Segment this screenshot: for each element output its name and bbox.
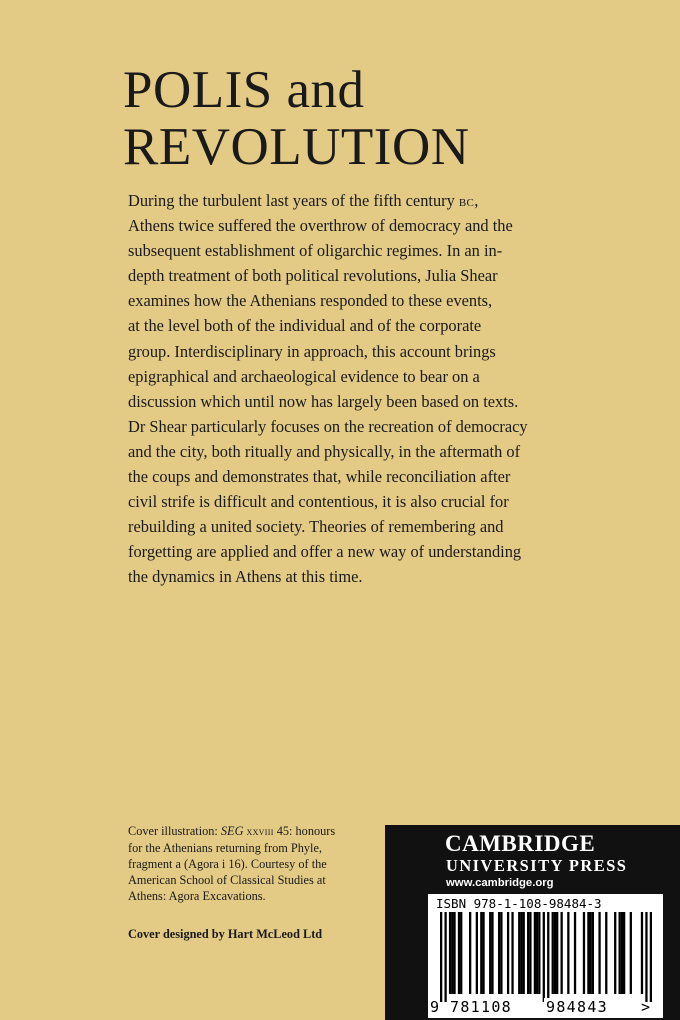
barcode-bar (621, 912, 623, 994)
title-line-1: POLIS and (123, 61, 365, 119)
credit-line: American School of Classical Studies at (128, 872, 326, 887)
barcode-bar (527, 912, 529, 994)
seg-abbreviation: SEG (220, 824, 244, 838)
era-abbreviation: bc (458, 191, 475, 210)
blurb-line: forgetting are applied and offer a new way of understanding (128, 542, 522, 562)
barcode-bar (440, 912, 442, 1002)
credit-line: for the Athenians returning from Phyle, (128, 840, 322, 855)
blurb-line: rebuilding a united society. Theories of remembering and (128, 517, 504, 537)
blurb-line-text: During the turbulent last years of the fifth century (128, 191, 455, 210)
barcode-bar (453, 912, 455, 994)
barcode-bar (500, 912, 502, 994)
barcode-right-group: 984843 (546, 998, 608, 1016)
barcode-bars (440, 912, 652, 1002)
barcode-bar (587, 912, 589, 994)
barcode-bar (583, 912, 585, 994)
barcode-left-group: 781108 (450, 998, 512, 1016)
barcode-bar (536, 912, 538, 994)
barcode-quiet-zone-mark: > (641, 998, 651, 1016)
blurb-line: at the level both of the individual and of the corporate (128, 316, 482, 336)
barcode-bar (520, 912, 522, 994)
publisher-subtitle: UNIVERSITY PRESS (446, 856, 628, 875)
blurb-line: Athens twice suffered the overthrow of democracy and the (128, 216, 513, 236)
barcode-bar (480, 912, 482, 994)
publisher-website: www.cambridge.org (446, 877, 554, 889)
barcode-panel (428, 894, 663, 1018)
barcode-bar (498, 912, 500, 994)
cover-illustration-credit (128, 824, 378, 905)
barcode-bar (554, 912, 556, 994)
barcode-bar (590, 912, 592, 994)
barcode-bar (491, 912, 493, 994)
book-title (123, 62, 643, 176)
blurb-line: depth treatment of both political revolutions, Julia Shear (128, 266, 498, 286)
barcode-bar (547, 912, 549, 1002)
credit-line: fragment a (Agora i 16). Courtesy of the (128, 856, 327, 871)
credit-prefix: Cover illustration: (128, 824, 221, 838)
barcode-bar (529, 912, 531, 994)
barcode-bar (630, 912, 632, 994)
barcode-bar (451, 912, 453, 994)
credit-rest: 45: honours (273, 824, 336, 838)
barcode-bar (507, 912, 509, 994)
barcode-first-digit: 9 (430, 998, 440, 1016)
barcode-bar (552, 912, 554, 994)
blurb-line: discussion which until now has largely been based on texts. (128, 391, 519, 411)
barcode-bar (543, 912, 545, 1002)
seg-volume: xxviii (246, 826, 274, 838)
barcode-bar (567, 912, 569, 994)
blurb-line: and the city, both ritually and physically, in the aftermath of (128, 441, 521, 461)
barcode-bar (482, 912, 484, 994)
blurb-line: group. Interdisciplinary in approach, this account brings (128, 341, 496, 361)
barcode-bar (619, 912, 621, 994)
blurb-line: subsequent establishment of oligarchic regimes. In an in- (128, 241, 503, 261)
barcode-bar (476, 912, 478, 994)
barcode-bar (469, 912, 471, 994)
barcode-graphic (440, 912, 652, 1002)
barcode-bar (534, 912, 536, 994)
barcode-bar (614, 912, 616, 994)
blurb-line: epigraphical and archaeological evidence to bear on a (128, 366, 480, 386)
barcode-bar (598, 912, 600, 994)
barcode-bar (605, 912, 607, 994)
isbn-label: ISBN 978-1-108-98484-3 (436, 896, 602, 911)
barcode-bar (511, 912, 513, 994)
cover-designer-credit: Cover designed by Hart McLeod Ltd (128, 927, 323, 941)
barcode-bar (641, 912, 643, 994)
blurb-line: the coups and demonstrates that, while reconciliation after (128, 467, 511, 487)
barcode-bar (556, 912, 558, 994)
book-description (128, 188, 568, 590)
barcode-bar (518, 912, 520, 994)
barcode-bar (460, 912, 462, 994)
barcode-bar (650, 912, 652, 1002)
barcode-bar (458, 912, 460, 994)
blurb-line: examines how the Athenians responded to these events, (128, 291, 493, 311)
barcode-bar (449, 912, 451, 994)
publisher-name: CAMBRIDGE (445, 831, 596, 856)
barcode-bar (592, 912, 594, 994)
title-line-2: REVOLUTION (123, 118, 470, 176)
barcode-bar (623, 912, 625, 994)
barcode-bar (538, 912, 540, 994)
publisher-block (385, 825, 680, 1020)
barcode-bar (561, 912, 563, 994)
barcode-bar (489, 912, 491, 994)
barcode-bar (444, 912, 446, 1002)
blurb-line: civil strife is difficult and contentious, it is also crucial for (128, 492, 509, 512)
blurb-line: Dr Shear particularly focuses on the recreation of democracy (128, 416, 528, 436)
barcode-bar (645, 912, 647, 1002)
blurb-line: During the turbulent last years of the fifth century bc, (128, 191, 479, 210)
blurb-line: the dynamics in Athens at this time. (128, 567, 363, 587)
barcode-bar (574, 912, 576, 994)
credit-line (128, 824, 378, 841)
credit-line: Athens: Agora Excavations. (128, 888, 266, 903)
barcode-bar (523, 912, 525, 994)
